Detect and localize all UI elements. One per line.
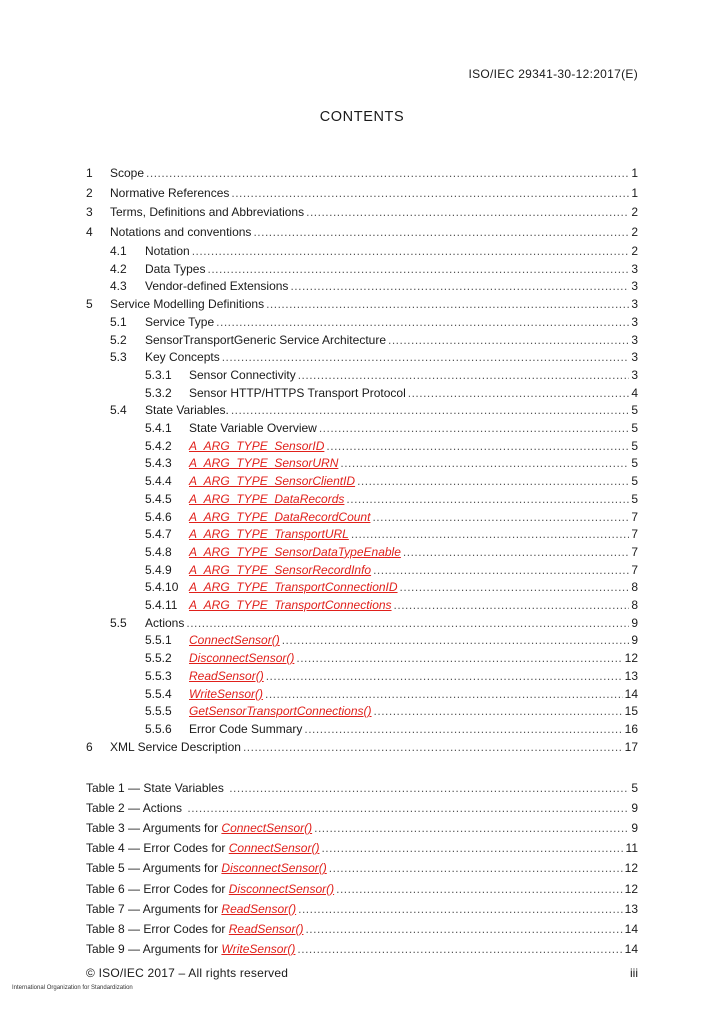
toc-entry <box>189 454 638 472</box>
page-number: 5 <box>631 474 638 489</box>
toc-item[interactable] <box>0 331 724 349</box>
toc-entry <box>145 277 638 295</box>
toc-item[interactable] <box>0 596 724 614</box>
page-number: 7 <box>631 509 638 524</box>
toc-item[interactable] <box>0 295 724 313</box>
toc-entry <box>110 184 638 202</box>
toc-number: 3 <box>86 205 93 219</box>
toc-entry <box>145 242 638 260</box>
toc-number: 5.4.8 <box>145 544 172 559</box>
page-number: 4 <box>631 385 638 400</box>
toc-entry <box>86 900 638 918</box>
page-number: 9 <box>631 633 638 648</box>
toc-item[interactable] <box>0 543 724 561</box>
dot-leader <box>282 631 630 649</box>
toc-title: Table 7 — Arguments for <box>86 901 222 916</box>
page-number: 3 <box>631 279 638 294</box>
toc-item[interactable] <box>0 164 724 182</box>
toc-title: Table 3 — Arguments for <box>86 821 222 836</box>
dot-leader <box>357 472 629 490</box>
toc-link[interactable]: ReadSensor() <box>189 668 264 683</box>
page-number: 1 <box>631 166 638 180</box>
toc-item[interactable] <box>0 578 724 596</box>
toc-title: State Variable Overview <box>189 421 317 435</box>
footer-page-number: iii <box>630 966 638 980</box>
toc-entry <box>189 667 638 685</box>
toc-number: 4.1 <box>110 244 127 258</box>
dot-leader <box>351 525 629 543</box>
toc-number: 5.4.7 <box>145 527 172 542</box>
dot-leader <box>186 614 629 632</box>
toc-entry <box>86 940 638 958</box>
toc-link[interactable]: A_ARG_TYPE_SensorID <box>189 438 325 453</box>
toc-link[interactable]: ConnectSensor() <box>221 821 313 836</box>
toc-entry <box>86 819 638 837</box>
toc-entry <box>145 614 638 632</box>
toc-number: 5.3.2 <box>145 385 172 400</box>
page-title: CONTENTS <box>319 109 405 125</box>
page-number: 17 <box>624 739 638 754</box>
toc-number: 5.5 <box>110 615 127 630</box>
toc-title: SensorTransportGeneric Service Architecture <box>145 332 386 347</box>
toc-entry <box>189 508 638 526</box>
toc-entry <box>145 313 638 331</box>
dot-leader <box>326 437 629 455</box>
page-number: 13 <box>624 668 638 683</box>
page-number: 12 <box>624 651 638 666</box>
toc-link[interactable]: GetSensorTransportConnections() <box>189 704 372 719</box>
dot-leader <box>253 223 629 241</box>
table-list-item[interactable] <box>0 859 724 877</box>
page-number: 3 <box>631 367 638 382</box>
toc-entry <box>189 561 638 579</box>
toc-entry <box>189 685 638 703</box>
toc-entry <box>110 738 638 756</box>
toc-entry <box>110 223 638 241</box>
toc-link[interactable]: A_ARG_TYPE_TransportConnectionID <box>189 580 398 595</box>
dot-leader <box>207 260 629 278</box>
dot-leader <box>336 880 623 898</box>
page-number: 5 <box>631 438 638 453</box>
toc-link[interactable]: WriteSensor() <box>189 686 264 701</box>
toc-number: 5.2 <box>110 332 127 347</box>
toc-item[interactable] <box>0 649 724 667</box>
toc-entry <box>189 437 638 455</box>
page-number: 3 <box>631 332 638 347</box>
toc-entry <box>189 702 638 720</box>
dot-leader <box>222 348 630 366</box>
toc-item[interactable] <box>0 702 724 720</box>
dot-leader <box>266 295 629 313</box>
toc-number: 6 <box>86 739 93 754</box>
toc-entry <box>189 543 638 561</box>
dot-leader <box>231 401 629 419</box>
toc-link[interactable]: ConnectSensor() <box>228 841 320 856</box>
page-number: 14 <box>624 921 638 936</box>
page-number: 2 <box>631 205 638 219</box>
toc-title: Sensor Connectivity <box>189 367 296 382</box>
page-number: 15 <box>624 704 638 719</box>
page-number: 3 <box>631 297 638 312</box>
toc-item[interactable] <box>0 720 724 738</box>
dot-leader <box>304 720 622 738</box>
dot-leader <box>231 184 629 202</box>
toc-title: Table 2 — Actions <box>86 801 186 816</box>
toc-number: 5.5.6 <box>145 721 172 736</box>
toc-item[interactable] <box>0 472 724 490</box>
toc-entry <box>145 348 638 366</box>
toc-item[interactable] <box>0 667 724 685</box>
toc-entry <box>189 720 638 738</box>
organization-line: International Organization for Standardization <box>12 985 133 991</box>
toc-title: Service Modelling Definitions <box>110 297 265 312</box>
table-list-item[interactable] <box>0 779 724 797</box>
toc-entry <box>189 596 638 614</box>
page-number: 13 <box>624 901 638 916</box>
dot-leader <box>346 490 629 508</box>
toc-title: Notation <box>145 244 190 258</box>
dot-leader <box>192 242 630 260</box>
toc-item[interactable] <box>0 454 724 472</box>
page-number: 14 <box>624 686 638 701</box>
toc-title: Actions <box>145 615 185 630</box>
dot-leader <box>297 940 622 958</box>
toc-number: 5 <box>86 297 93 312</box>
toc-item[interactable] <box>0 685 724 703</box>
toc-link[interactable]: A_ARG_TYPE_DataRecords <box>189 491 345 506</box>
page-number: 8 <box>631 580 638 595</box>
dot-leader <box>329 859 623 877</box>
toc-item[interactable] <box>0 242 724 260</box>
page-number: 9 <box>631 615 638 630</box>
toc-link[interactable]: A_ARG_TYPE_SensorClientID <box>189 474 356 489</box>
toc-title: Service Type <box>145 314 215 329</box>
page-number: 9 <box>631 821 638 836</box>
toc-number: 5.4.11 <box>145 598 178 612</box>
page-number: 11 <box>625 841 638 856</box>
page-number: 7 <box>631 544 638 559</box>
table-list-item[interactable] <box>0 819 724 837</box>
toc-title: Table 8 — Error Codes for <box>86 921 229 936</box>
toc-link[interactable]: A_ARG_TYPE_TransportConnections <box>189 598 392 612</box>
dot-leader <box>266 667 623 685</box>
table-list-item[interactable] <box>0 839 724 857</box>
dot-leader <box>290 277 629 295</box>
toc-entry <box>189 472 638 490</box>
toc-item[interactable] <box>0 223 724 241</box>
toc-link[interactable]: A_ARG_TYPE_TransportURL <box>189 527 349 542</box>
dot-leader <box>296 649 622 667</box>
toc-number: 5.1 <box>110 314 127 329</box>
toc-item[interactable] <box>0 614 724 632</box>
dot-leader <box>298 366 630 384</box>
toc-item[interactable] <box>0 631 724 649</box>
toc-item[interactable] <box>0 738 724 756</box>
toc-entry <box>110 295 638 313</box>
toc-number: 5.4.4 <box>145 474 172 489</box>
toc-number: 5.5.1 <box>145 633 172 648</box>
toc-entry <box>145 401 638 419</box>
dot-leader <box>372 508 629 526</box>
toc-entry <box>189 366 638 384</box>
toc-title: Table 6 — Error Codes for <box>86 881 229 896</box>
toc-item[interactable] <box>0 508 724 526</box>
toc-link[interactable]: WriteSensor() <box>221 941 296 956</box>
toc-number: 5.3.1 <box>145 367 172 382</box>
toc-entry <box>110 203 638 221</box>
toc-item[interactable] <box>0 419 724 437</box>
toc-entry <box>189 419 638 437</box>
toc-item[interactable] <box>0 260 724 278</box>
toc-number: 2 <box>86 186 93 200</box>
header-doc-id: ISO/IEC 29341-30-12:2017(E) <box>468 67 638 81</box>
toc-item[interactable] <box>0 366 724 384</box>
toc-item[interactable] <box>0 384 724 402</box>
dot-leader <box>394 596 630 614</box>
dot-leader <box>340 454 629 472</box>
toc-number: 5.4.5 <box>145 491 172 506</box>
toc-item[interactable] <box>0 277 724 295</box>
toc-item[interactable] <box>0 184 724 202</box>
page-number: 5 <box>631 781 638 795</box>
dot-leader <box>403 543 629 561</box>
page-number: 7 <box>631 527 638 542</box>
toc-title: Notations and conventions <box>110 225 252 239</box>
toc-item[interactable] <box>0 490 724 508</box>
page-number: 5 <box>631 403 638 418</box>
page-number: 5 <box>631 421 638 435</box>
dot-leader <box>187 799 629 817</box>
toc-title: Data Types <box>145 261 206 276</box>
toc-title: Table 5 — Arguments for <box>86 861 222 876</box>
toc-number: 5.4.6 <box>145 509 172 524</box>
page-number: 7 <box>631 562 638 577</box>
page-number: 3 <box>631 350 638 365</box>
dot-leader <box>388 331 629 349</box>
dot-leader <box>314 819 629 837</box>
toc-entry <box>86 920 638 938</box>
toc-title: Terms, Definitions and Abbreviations <box>110 205 305 219</box>
toc-title: Scope <box>110 166 145 180</box>
toc-entry <box>189 384 638 402</box>
toc-title: Normative References <box>110 186 230 200</box>
toc-number: 5.4 <box>110 403 127 418</box>
toc-title: Error Code Summary <box>189 721 303 736</box>
dot-leader <box>146 164 629 182</box>
toc-number: 5.5.5 <box>145 704 172 719</box>
page-number: 2 <box>631 244 638 258</box>
toc-title: Table 4 — Error Codes for <box>86 841 229 856</box>
toc-number: 5.5.4 <box>145 686 172 701</box>
toc-link[interactable]: A_ARG_TYPE_DataRecordCount <box>189 509 371 524</box>
toc-link[interactable]: A_ARG_TYPE_SensorDataTypeEnable <box>189 544 401 559</box>
page-number: 2 <box>631 225 638 239</box>
page-number: 1 <box>631 186 638 200</box>
toc-entry <box>189 525 638 543</box>
table-list-item[interactable] <box>0 900 724 918</box>
page-number: 12 <box>624 881 638 896</box>
toc-number: 5.5.2 <box>145 651 172 666</box>
page-number: 12 <box>624 861 638 876</box>
dot-leader <box>306 203 629 221</box>
toc-link[interactable]: DisconnectSensor() <box>228 881 335 896</box>
toc-number: 4.2 <box>110 261 127 276</box>
toc-number: 5.5.3 <box>145 668 172 683</box>
page-number: 5 <box>631 491 638 506</box>
toc-link[interactable]: ConnectSensor() <box>189 633 280 648</box>
table-list-item[interactable] <box>0 880 724 898</box>
page-number: 3 <box>631 261 638 276</box>
page-number: 3 <box>631 314 638 329</box>
page-number: 16 <box>624 721 638 736</box>
dot-leader <box>319 419 629 437</box>
toc-item[interactable] <box>0 313 724 331</box>
toc-title: XML Service Description <box>110 739 241 754</box>
toc-link[interactable]: ReadSensor() <box>221 901 297 916</box>
toc-item[interactable] <box>0 401 724 419</box>
toc-link[interactable]: DisconnectSensor() <box>221 861 327 876</box>
toc-number: 4 <box>86 225 93 239</box>
dot-leader <box>400 578 630 596</box>
toc-title: Table 1 — State Variables <box>86 781 228 795</box>
toc-entry <box>86 880 638 898</box>
toc-link[interactable]: A_ARG_TYPE_SensorURN <box>189 456 339 471</box>
toc-number: 5.3 <box>110 350 127 365</box>
toc-entry <box>110 164 638 182</box>
dot-leader <box>408 384 630 402</box>
toc-entry <box>189 490 638 508</box>
page-number: 5 <box>631 456 638 471</box>
toc-entry <box>189 631 638 649</box>
dot-leader <box>321 839 623 857</box>
toc-title: Key Concepts <box>145 350 220 365</box>
table-list-item[interactable] <box>0 920 724 938</box>
toc-title: Vendor-defined Extensions <box>145 279 289 294</box>
toc-item[interactable] <box>0 525 724 543</box>
page-number: 14 <box>624 941 638 956</box>
table-list-item[interactable] <box>0 940 724 958</box>
toc-link[interactable]: ReadSensor() <box>228 921 304 936</box>
toc-entry <box>86 859 638 877</box>
toc-link[interactable]: A_ARG_TYPE_SensorRecordInfo <box>189 562 372 577</box>
dot-leader <box>216 313 629 331</box>
toc-number: 4.3 <box>110 279 127 294</box>
page-number: 8 <box>631 598 638 612</box>
dot-leader <box>298 900 623 918</box>
toc-number: 5.4.9 <box>145 562 172 577</box>
dot-leader <box>373 561 629 579</box>
page-number: 9 <box>631 801 638 816</box>
toc-number: 1 <box>86 166 93 180</box>
toc-link[interactable]: DisconnectSensor() <box>189 651 295 666</box>
dot-leader <box>305 920 622 938</box>
dot-leader <box>265 685 623 703</box>
toc-entry <box>86 839 638 857</box>
toc-entry <box>145 331 638 349</box>
toc-title: Table 9 — Arguments for <box>86 941 222 956</box>
toc-number: 5.4.2 <box>145 438 172 453</box>
dot-leader <box>243 738 623 756</box>
toc-entry <box>145 260 638 278</box>
table-list-item[interactable] <box>0 799 724 817</box>
toc-entry <box>189 649 638 667</box>
toc-item[interactable] <box>0 203 724 221</box>
toc-item[interactable] <box>0 561 724 579</box>
dot-leader <box>229 779 629 797</box>
toc-entry <box>86 779 638 797</box>
toc-number: 5.4.1 <box>145 421 172 435</box>
toc-item[interactable] <box>0 437 724 455</box>
toc-number: 5.4.3 <box>145 456 172 471</box>
toc-title: State Variables. <box>145 403 229 418</box>
dot-leader <box>374 702 623 720</box>
toc-entry <box>86 799 638 817</box>
toc-item[interactable] <box>0 348 724 366</box>
toc-entry <box>189 578 638 596</box>
toc-title: Sensor HTTP/HTTPS Transport Protocol <box>189 385 406 400</box>
footer-copyright: © ISO/IEC 2017 – All rights reserved <box>86 966 289 980</box>
toc-number: 5.4.10 <box>145 580 179 595</box>
